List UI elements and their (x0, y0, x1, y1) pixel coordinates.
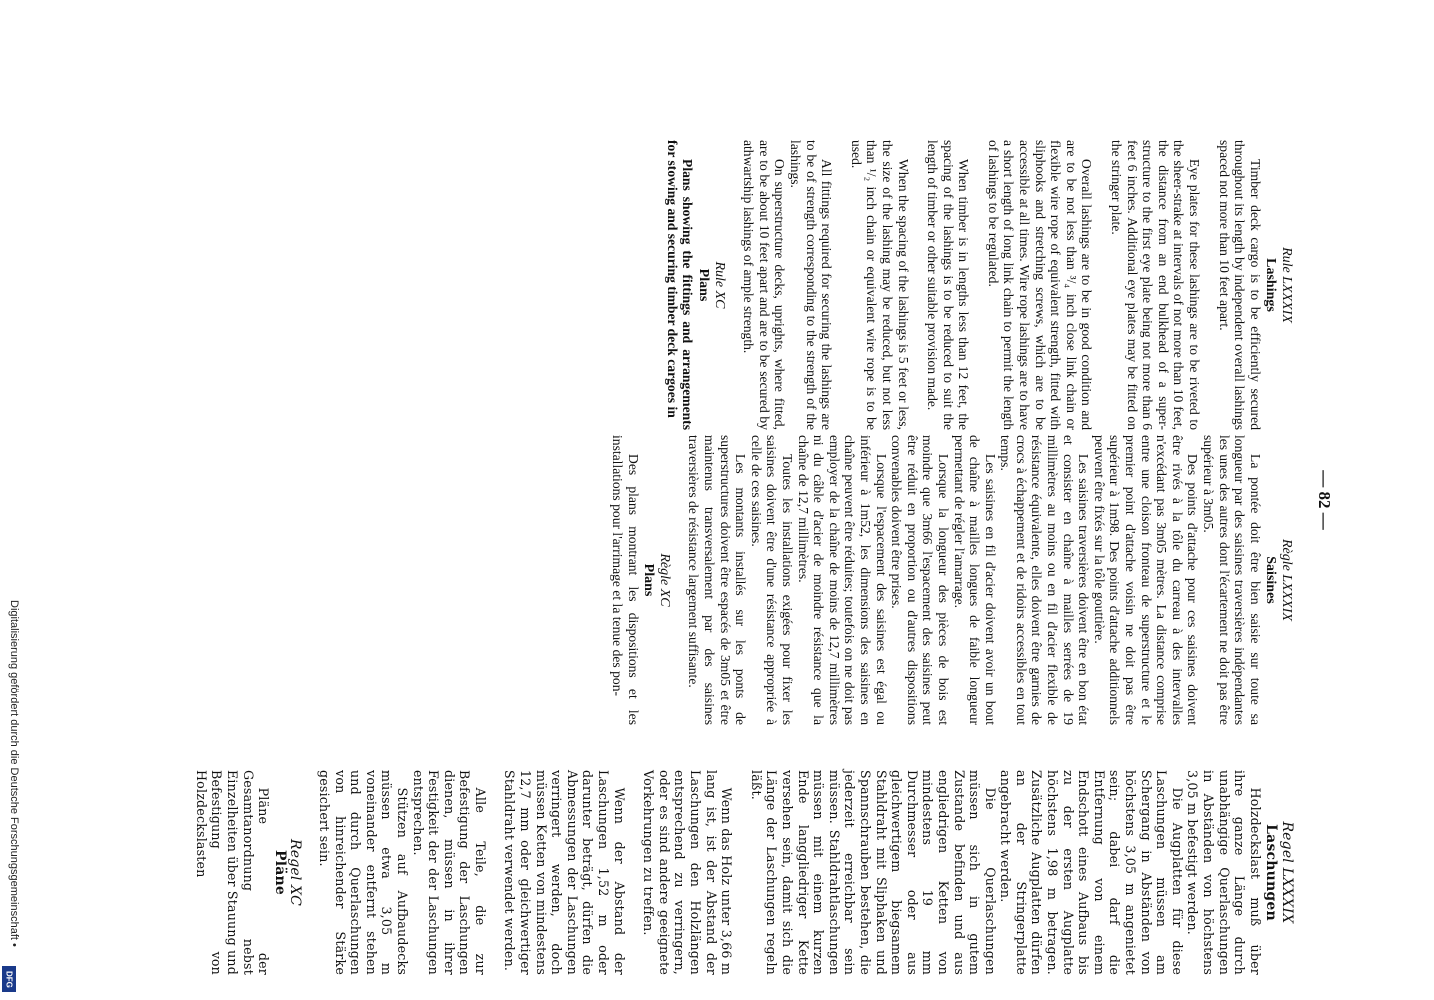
rule-title: Rule XC (711, 261, 727, 309)
rule-title: Rule LXXXIX (1279, 247, 1294, 323)
paragraph: Les saisines en fil d'acier doivent avoir un bout de chaîne à mailles longues de faible longueur permettant de régler l'amarrage. (951, 435, 998, 725)
paragraph: Des plans montrant les dispositions et les installations pour l'arrimage et la tenue des pon- (610, 435, 641, 725)
rule-title: Règle XC (656, 553, 672, 607)
paragraph: Timber deck cargo is to be efficiently secured throughout its length by independent overall lashings spaced not more than 10 feet apart. (1216, 140, 1263, 430)
paragraph: Lorsque la longueur des pièces de bois est moindre que 3m66 l'espacement des saisines peut être réduit en proportion ou d'autres dispositions convenables doivent être prises. (889, 435, 951, 725)
paragraph: All fittings required for securing the lashings are to be of strength corresponding to the strength of the lashings. (787, 140, 835, 430)
paragraph: Pläne der Gesamtanordnung nebst Einzelheiten über Stauung und Befestigung von Holzdeckslasten (193, 770, 272, 975)
digitization-footer (4, 600, 24, 995)
paragraph: Les saisines traversières doivent être en bon état et consister en chaîne à mailles serrées de 19 millimètres au moins ou en fil d'acier flexible de résistance équivalente, elles doivent être garnies de crocs à échappement et de ridoirs accessibles en tout temps. (998, 435, 1092, 725)
paragraph: Les montants installés sur les ponts de superstructures doivent être espacés de 3m05 et être maintenus transversalement par des saisines traversières de résistance largement suffisante. (686, 435, 749, 725)
paragraph: Overall lashings are to be in good condition and are to be not less than ³/₄ inch close link chain or flexible wire rope of equivalent strength, fitted with sliphooks and stretching screws, which are to be accessible at all times. Wire rope lashings are to have a short length of long link chain to permit the length of lashings to be regulated. (985, 140, 1095, 430)
paragraph: La pontée doit être bien saisie sur toute sa longueur par des saisines traversières indépendantes les unes des autres dont l'écartement ne doit pas être supérieur à 3m05. (1201, 435, 1263, 725)
section-title: Saisines (1263, 556, 1279, 604)
paragraph: Stützen auf Aufbaudecks müssen etwa 3,05 m voneinander entfernt stehen und durch Querlaschungen von hinreichender Stärke gesichert sein. (316, 770, 410, 975)
english-column (664, 140, 1294, 430)
paragraph: When timber is in lengths less than 12 feet, the spacing of the lashings is to be reduced to suit the length of timber or other suitable provision made. (925, 140, 972, 430)
paragraph: Eye plates for these lashings are to be riveted to the sheer-strake at intervals of not more than 10 feet, the distance from an end bulkhead of a super-structure to the first eye plate being not more than 6 feet 6 inches. Additional eye plates may be fitted on the stringer plate. (1109, 140, 1203, 430)
section-title: Pläne (271, 849, 288, 895)
paragraph: Alle Teile, die zur Befestigung der Laschungen dienen, müssen in ihrer Festigkeit der der Laschungen entsprechen. (410, 770, 488, 975)
section-title: Plans (641, 563, 657, 597)
rule-title: Règle LXXXIX (1279, 538, 1294, 622)
paragraph: Wenn das Holz unter 3,66 m lang ist, ist der Abstand der Laschungen den Holzlängen entsprechend zu verringern, oder es sind andere geeignete Vorkehrungen zu treffen. (641, 770, 735, 975)
section-title: Plans (696, 268, 711, 302)
paragraph: Holzdeckslast muß über ihre ganze Länge durch unabhängige Querlaschungen in Abständen von höchstens 3,05 m befestigt werden. (1185, 770, 1263, 975)
page-number: — 82 — (1315, 470, 1334, 530)
dfg-logo-icon: DFG (2, 966, 16, 992)
french-column (609, 435, 1294, 725)
rule-title: Regel XC (287, 838, 304, 907)
german-column (193, 770, 1294, 975)
paragraph: Plans showing the fittings and arrangements for stowing and securing timber deck cargoes in (664, 140, 696, 430)
paragraph: Die Querlaschungen müssen sich in gutem Zustande befinden und aus engliedrigen Ketten von mindestens 19 mm Durchmesser oder aus gleichwertigem biegsamem Stahldraht mit Sliphaken und Spannschrauben bestehen, die jederzeit erreichbar sein müssen. Stahldrahtlaschungen müssen mit einem kurzen Ende langgliedriger Kette versehen sein, damit sich die Länge der Laschungen regeln läßt. (748, 770, 998, 975)
rule-title: Regel LXXXIX (1279, 821, 1295, 924)
paragraph: When the spacing of the lashings is 5 feet or less, the size of the lashing may be reduced, but not less than ¹/₂ inch chain or equivalent wire rope is to be used. (848, 140, 911, 430)
paragraph: Des points d'attache pour ces saisines doivent être rivés à la tôle du carreau à des intervalles n'excédant pas 3m05 mètres. La distance comprise entre une cloison fronteau de superstructure et le premier point d'attache voisin ne doit pas être supérieur à 1m98. Des points d'attache additionnels peuvent être fixés sur la tôle gouttière. (1091, 435, 1201, 725)
paragraph: On superstructure decks, uprights, where fitted, are to be about 10 feet apart and are to be secured by athwartship lashings of ample strength. (741, 140, 788, 430)
paragraph: Toutes les installations exigées pour fixer les saisines doivent être d'une résistance appropriée à celle de ces saisines. (748, 435, 795, 725)
paragraph: Wenn der Abstand der Laschungen 1,52 m oder darunter beträgt, dürfen die Abmessungen der Laschungen verringert werden, doch müssen Ketten von mindestens 12,7 mm oder gleichwertiger Stahldraht verwendet werden. (502, 770, 627, 975)
paragraph: Die Augplatten für diese Laschungen müssen am Schergang in Abständen von höchstens 3,05 m angenietet sein; dabei darf die Entfernung von einem Endschott eines Aufbaus bis zu der ersten Augplatte höchstens 1,98 m betragen. Zusätzliche Augplatten dürfen an der Stringerplatte angebracht werden. (998, 770, 1185, 975)
section-title: Laschungen (1263, 824, 1280, 921)
footer-text: Digitalisierung gefördert durch die Deutsche Forschungsgemeinschaft • (8, 600, 20, 947)
section-title: Lashings (1263, 258, 1279, 312)
paragraph: Lorsque l'espacement des saisines est égal ou inférieur à 1m52, les dimensions des saisines en chaîne peuvent être réduites; toutefois on ne doit pas employer de la chaîne de moins de 12,7 millimètres ni du câble d'acier de moindre résistance que la chaîne de 12,7 millimètres. (795, 435, 889, 725)
